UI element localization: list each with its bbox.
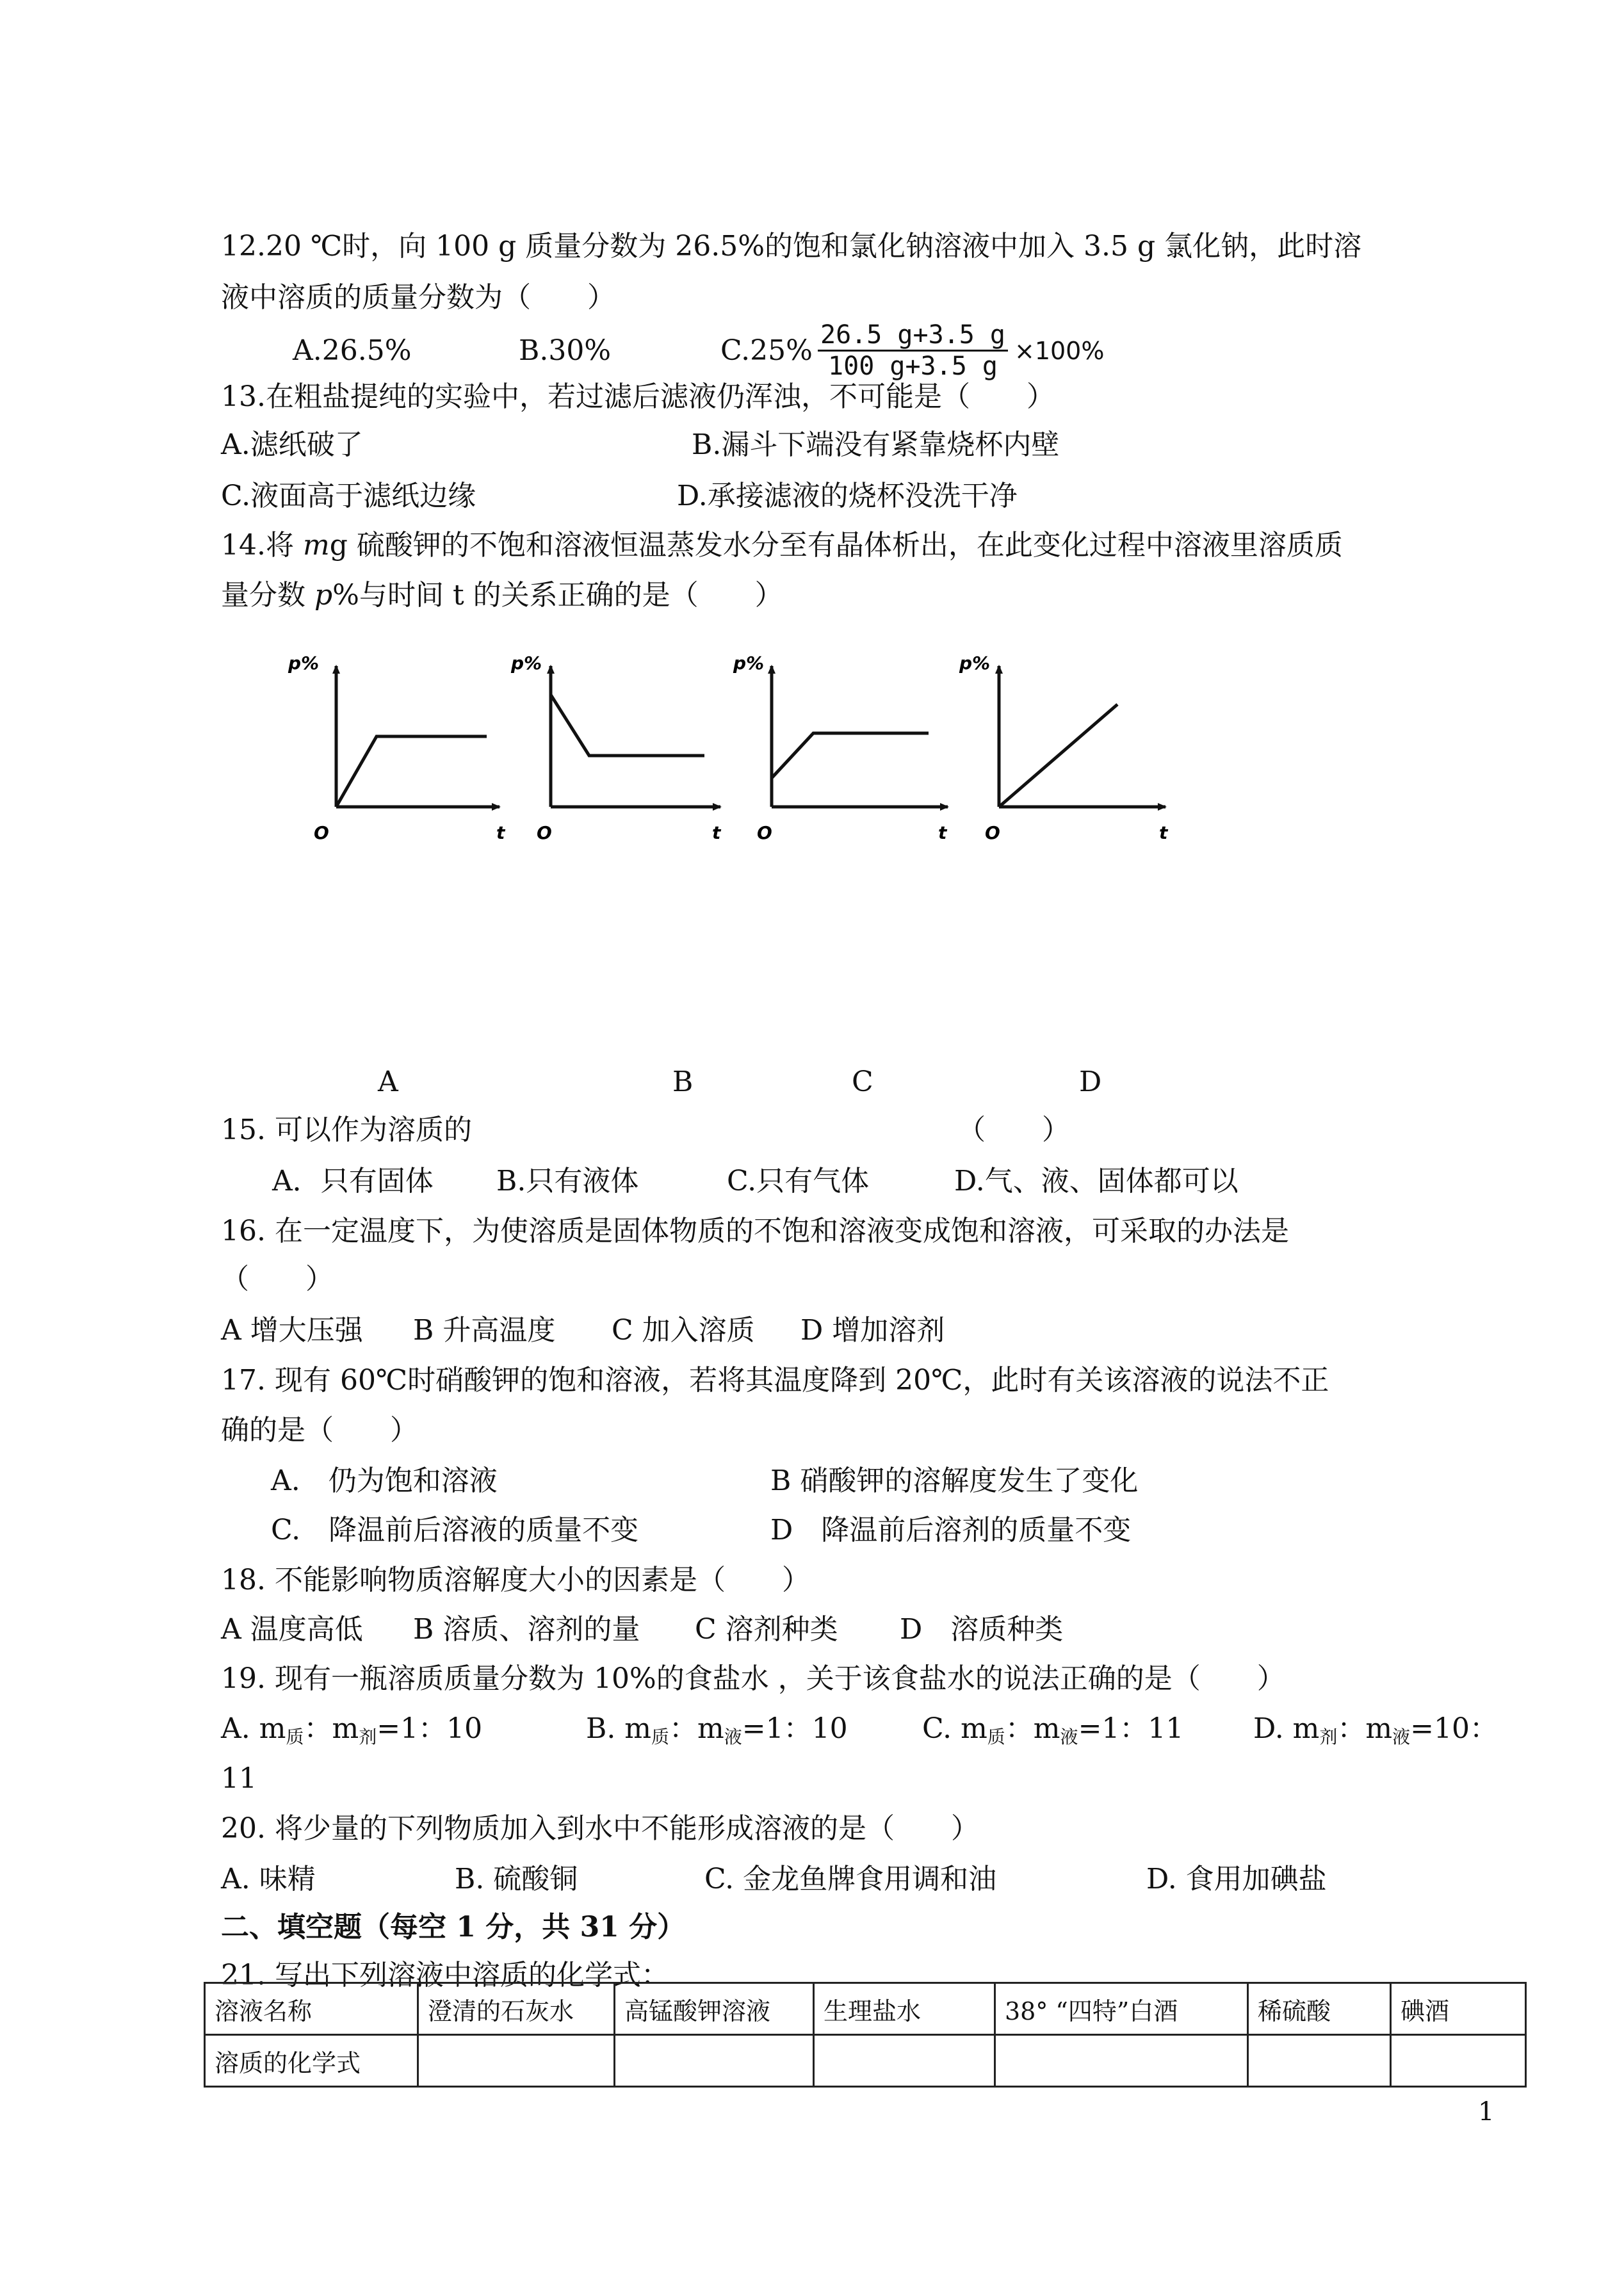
q14-var-m: m	[302, 529, 330, 562]
fraction-denominator: 100 g+3.5 g	[828, 352, 998, 381]
graph-d-y-label: p%	[959, 653, 991, 674]
q14-line1-pre: 14.将	[221, 529, 303, 562]
q15-stem-row	[221, 1111, 1374, 1149]
q15-stem: 15. 可以作为溶质的	[221, 1114, 472, 1146]
q19-wrap: 11	[221, 1762, 257, 1795]
q17-line2: 确的是（ ）	[221, 1414, 418, 1447]
q20-option-a: A. 味精	[221, 1863, 316, 1895]
q19-options	[221, 1710, 1502, 1748]
q17-options-row1	[221, 1462, 1438, 1500]
q17-options-row2	[221, 1511, 1438, 1550]
q19-option-b: B. $m_质$：$m_液=1$：10	[586, 1712, 848, 1748]
q17-option-c: C. 降温前后溶液的质量不变	[271, 1514, 639, 1546]
q16-options	[221, 1311, 1374, 1350]
graph-b-x-label: t	[712, 822, 721, 843]
graph-b-y-label: p%	[511, 653, 542, 674]
q20-option-d: D. 食用加碘盐	[1146, 1863, 1327, 1895]
q12-option-c: C.25%	[720, 334, 813, 367]
q16-option-a: A 增大压强	[221, 1314, 363, 1347]
answer-cell[interactable]	[814, 2035, 995, 2087]
q12-options	[221, 320, 1374, 381]
q16-option-b: B 升高温度	[413, 1314, 556, 1347]
q15-option-a: A．只有固体	[272, 1165, 434, 1197]
graph-letter-c: C	[852, 1066, 873, 1098]
q17-option-a: A. 仍为饱和溶液	[271, 1464, 498, 1497]
q15-option-d: D.气、液、固体都可以	[954, 1165, 1238, 1197]
graph-c-curve	[772, 733, 929, 778]
graph-b-curve	[551, 695, 704, 756]
q20-option-c: C. 金龙鱼牌食用调和油	[704, 1863, 997, 1895]
q20-stem: 20. 将少量的下列物质加入到水中不能形成溶液的是（ ）	[221, 1812, 979, 1845]
table-cell: 溶液名称	[205, 1983, 418, 2035]
q16-line2: （ ）	[221, 1263, 334, 1295]
page-number: 1	[1478, 2097, 1495, 2127]
q13-option-c: C.液面高于滤纸边缘	[221, 480, 476, 512]
section2-title: 二、填空题（每空 1 分，共 31 分）	[221, 1911, 686, 1943]
graph-letter-a: A	[378, 1066, 398, 1098]
q14-line2	[221, 576, 783, 615]
graph-d-origin: O	[985, 822, 1000, 843]
graph-c-origin: O	[757, 822, 772, 843]
fraction-numerator: 26.5 g+3.5 g	[818, 320, 1008, 352]
table-header-row	[205, 1983, 1526, 2035]
q12-option-b: B.30%	[519, 334, 612, 367]
q17-option-b: B 硝酸钾的溶解度发生了变化	[770, 1464, 1139, 1497]
q21-stem: 21. 写出下列溶液中溶质的化学式：	[221, 1959, 669, 1991]
q12-option-a: A.26.5%	[293, 334, 412, 367]
q14-line2-pre: 量分数	[221, 579, 314, 612]
q13-option-d: D.承接滤液的烧杯没洗干净	[677, 480, 1018, 512]
q21-table	[204, 1982, 1527, 2088]
q19-option-d: D. $m_剂$：$m_液=10$：	[1253, 1712, 1498, 1748]
q16-option-c: C 加入溶质	[612, 1314, 755, 1347]
q13-options-row2	[221, 477, 1374, 515]
table-cell: 溶质的化学式	[205, 2035, 418, 2087]
q13-options-row1	[221, 426, 1374, 464]
q14-line1-post: g 硫酸钾的不饱和溶液恒温蒸发水分至有晶体析出，在此变化过程中溶液里溶质质	[329, 529, 1343, 562]
graph-d-curve	[999, 704, 1117, 807]
q18-option-d: D 溶质种类	[900, 1613, 1064, 1646]
q19-stem: 19. 现有一瓶溶质质量分数为 10%的食盐水 ，关于该食盐水的说法正确的是（ ）	[221, 1662, 1285, 1695]
q13-option-a: A.滤纸破了	[221, 428, 363, 461]
graph-a	[288, 653, 506, 843]
q16-line1: 16. 在一定温度下，为使溶质是固体物质的不饱和溶液变成饱和溶液，可采取的办法是	[221, 1215, 1289, 1247]
q14-line1	[221, 526, 1343, 565]
graph-c-y-label: p%	[733, 653, 765, 674]
q19-option-a: A. $m_质$：$m_剂=1$：10	[221, 1712, 483, 1748]
graph-a-origin: O	[314, 822, 329, 843]
answer-cell[interactable]	[615, 2035, 814, 2087]
q12-line2: 液中溶质的质量分数为（ ）	[221, 281, 615, 314]
graph-a-x-label: t	[496, 822, 505, 843]
table-cell: 高锰酸钾溶液	[615, 1983, 814, 2035]
answer-cell[interactable]	[1391, 2035, 1526, 2087]
q15-paren: （ ）	[957, 1114, 1070, 1146]
q18-stem: 18. 不能影响物质溶解度大小的因素是（ ）	[221, 1564, 810, 1596]
q18-option-c: C 溶剂种类	[695, 1613, 838, 1646]
graph-d	[959, 653, 1169, 843]
graph-d-x-label: t	[1159, 822, 1168, 843]
graph-c-x-label: t	[938, 822, 947, 843]
q18-option-b: B 溶质、溶剂的量	[413, 1613, 640, 1646]
q15-option-b: B.只有液体	[496, 1165, 639, 1197]
answer-cell[interactable]	[995, 2035, 1248, 2087]
q12-option-d-formula	[818, 320, 1104, 381]
q19-option-c: C. $m_质$：$m_液=1$：11	[922, 1712, 1184, 1748]
table-cell: 碘酒	[1391, 1983, 1526, 2035]
answer-cell[interactable]	[418, 2035, 615, 2087]
graph-a-y-label: p%	[288, 653, 320, 674]
q17-option-d: D 降温前后溶剂的质量不变	[770, 1514, 1132, 1546]
q14-graph-svg	[269, 653, 1230, 858]
fraction-suffix: ×100%	[1014, 336, 1105, 365]
q18-options	[221, 1610, 1438, 1649]
q15-option-c: C.只有气体	[727, 1165, 870, 1197]
graph-letter-d: D	[1079, 1066, 1102, 1098]
graph-a-curve	[336, 736, 487, 807]
graph-letter-b: B	[672, 1066, 694, 1098]
table-cell: 澄清的石灰水	[418, 1983, 615, 2035]
graph-b-origin: O	[537, 822, 552, 843]
q12-line1: 12.20 ℃时，向 100 g 质量分数为 26.5%的饱和氯化钠溶液中加入 3.5 g 氯化钠，此时溶	[221, 230, 1362, 263]
q20-options	[221, 1860, 1438, 1899]
q20-option-b: B. 硫酸铜	[455, 1863, 578, 1895]
q13-option-b: B.漏斗下端没有紧靠烧杯内壁	[692, 428, 1060, 461]
q18-option-a: A 温度高低	[221, 1613, 363, 1646]
q13-stem: 13.在粗盐提纯的实验中，若过滤后滤液仍浑浊，不可能是（ ）	[221, 380, 1055, 413]
q14-graphs	[269, 653, 1230, 858]
q14-var-p: p	[314, 579, 333, 612]
table-row	[205, 2035, 1526, 2087]
q14-graph-letters	[221, 1063, 1374, 1101]
table-cell: 38° “四特”白酒	[995, 1983, 1248, 2035]
graph-c	[733, 653, 948, 843]
q17-line1: 17. 现有 60℃时硝酸钾的饱和溶液，若将其温度降到 20℃，此时有关该溶液的说法不正	[221, 1364, 1329, 1397]
table-cell: 稀硫酸	[1248, 1983, 1391, 2035]
answer-cell[interactable]	[1248, 2035, 1391, 2087]
table-cell: 生理盐水	[814, 1983, 995, 2035]
q16-option-d: D 增加溶剂	[800, 1314, 945, 1347]
graph-b	[510, 653, 722, 843]
q14-line2-post: %与时间 t 的关系正确的是（ ）	[332, 579, 783, 612]
q15-options	[221, 1162, 1438, 1201]
fraction	[818, 320, 1008, 381]
